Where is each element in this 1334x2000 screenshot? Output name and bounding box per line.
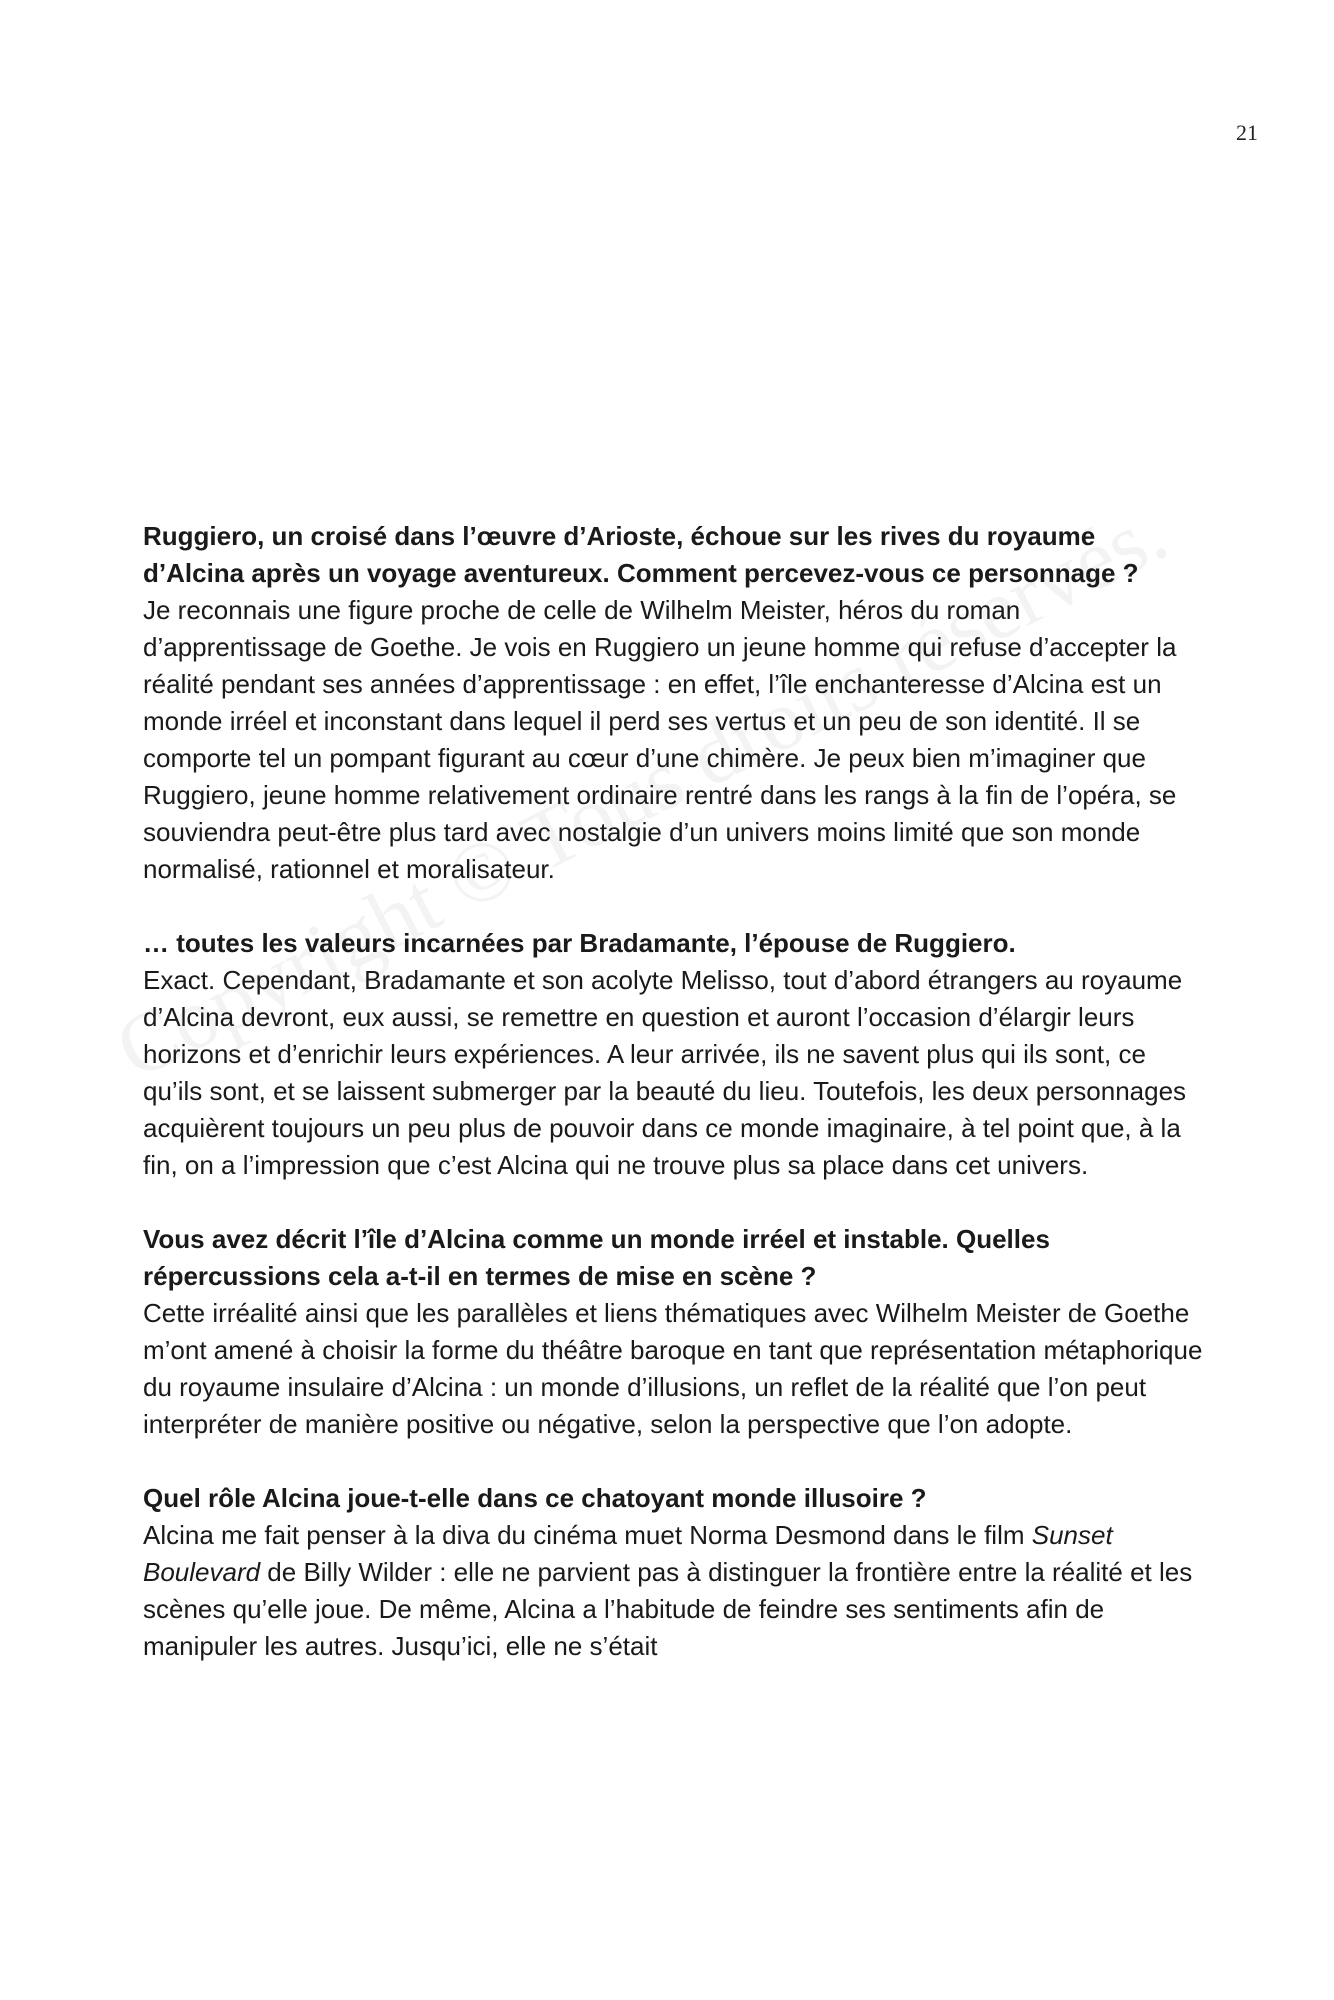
page-number: 21 (1236, 120, 1258, 145)
interview-section (143, 518, 1203, 888)
interview-answer: Je reconnais une figure proche de celle de Wilhelm Meister, héros du roman d’apprentissage de Goethe. Je vois en Ruggiero un jeune homme qui refuse d’accepter la réalité pendant ses années d’apprentissage : en effet, l’île enchanteresse d’Alcina est un monde irréel et inconstant dans lequel il perd ses vertus et un peu de son identité. Il se comporte tel un pompant figurant au cœur d’une chimère. Je peux bien m’imaginer que Ruggiero, jeune homme relativement ordinaire rentré dans les rangs à la fin de l’opéra, se souviendra peut-être plus tard avec nostalgie d’un univers moins limité que son monde normalisé, rationnel et moralisateur. (143, 595, 1177, 884)
film-title: Sunset Boulevard (143, 1520, 1113, 1587)
interview-question: … toutes les valeurs incarnées par Bradamante, l’épouse de Ruggiero. (143, 928, 1016, 958)
interview-question: Quel rôle Alcina joue-t-elle dans ce chatoyant monde illusoire ? (143, 1483, 927, 1513)
interview-text (143, 518, 1203, 1702)
interview-question: Vous avez décrit l’île d’Alcina comme un monde irréel et instable. Quelles répercussions cela a-t-il en termes de mise en scène ? (143, 1224, 1050, 1291)
interview-section (143, 925, 1203, 1184)
answer-text: Alcina me fait penser à la diva du cinéma muet Norma Desmond dans le film (143, 1520, 1032, 1550)
interview-section (143, 1221, 1203, 1443)
interview-answer: Exact. Cependant, Bradamante et son acolyte Melisso, tout d’abord étrangers au royaume d’Alcina devront, eux aussi, se remettre en question et auront l’occasion d’élargir leurs horizons et d’enrichir leurs expériences. A leur arrivée, ils ne savent plus qui ils sont, ce qu’ils sont, et se laissent submerger par la beauté du lieu. Toutefois, les deux personnages acquièrent toujours un peu plus de pouvoir dans ce monde imaginaire, à tel point que, à la fin, on a l’impression que c’est Alcina qui ne trouve plus sa place dans cet univers. (143, 965, 1187, 1180)
interview-question: Ruggiero, un croisé dans l’œuvre d’Arioste, échoue sur les rives du royaume d’Alcina après un voyage aventureux. Comment percevez-vous ce personnage ? (143, 521, 1139, 588)
interview-section (143, 1480, 1203, 1665)
interview-answer: Cette irréalité ainsi que les parallèles et liens thématiques avec Wilhelm Meister de Goethe m’ont amené à choisir la forme du théâtre baroque en tant que représentation métaphorique du royaume insulaire d’Alcina : un monde d’illusions, un reflet de la réalité que l’on peut interpréter de manière positive ou négative, selon la perspective que l’on adopte. (143, 1298, 1203, 1439)
interview-answer (143, 1517, 1203, 1665)
answer-text: de Billy Wilder : elle ne parvient pas à distinguer la frontière entre la réalité et les scènes qu’elle joue. De même, Alcina a l’habitude de feindre ses sentiments afin de manipuler les autres. Jusqu’ici, elle ne s’était (143, 1557, 1193, 1661)
